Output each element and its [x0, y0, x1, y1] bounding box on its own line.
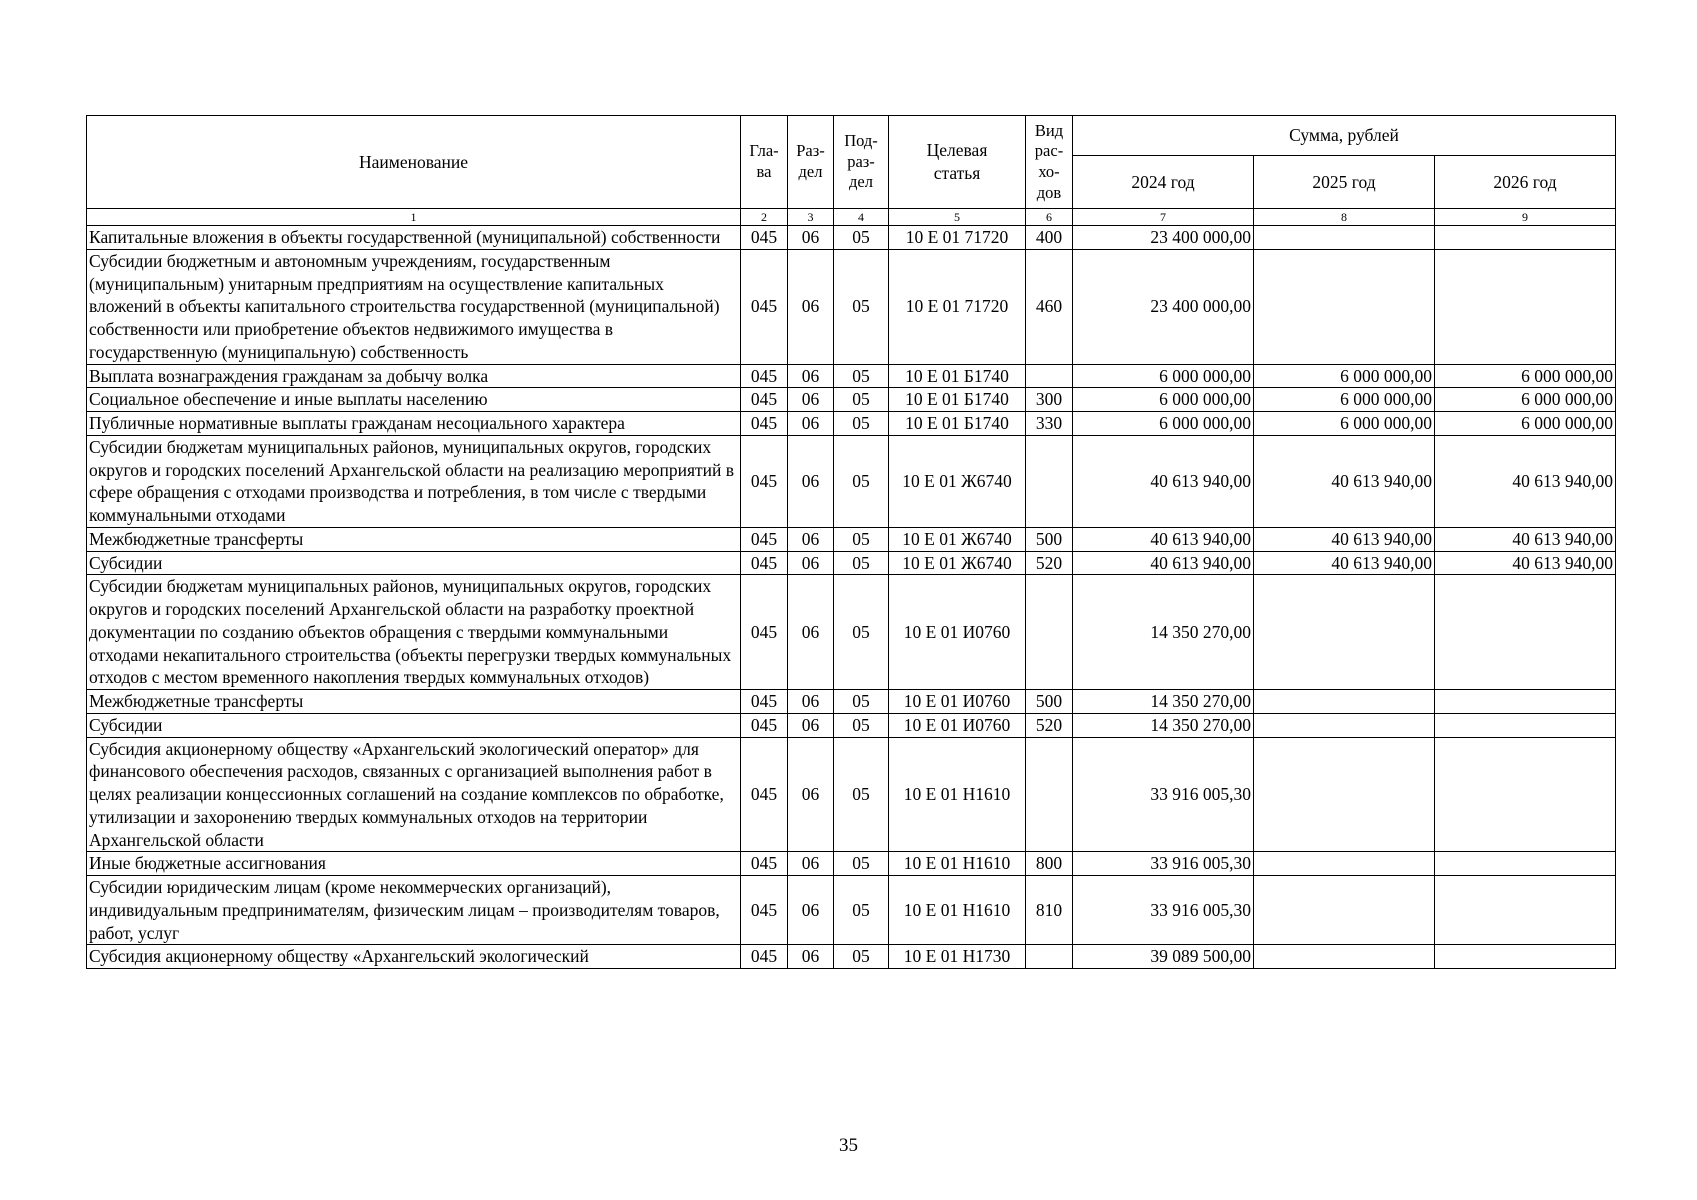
- table-row: [87, 388, 1616, 412]
- header-name: Наименование: [87, 116, 741, 209]
- cell-razdel: 06: [788, 412, 834, 436]
- cell-razdel: 06: [788, 876, 834, 945]
- header-celevaya-statya: [889, 116, 1026, 209]
- cell-vid-rashodov: 500: [1026, 690, 1073, 714]
- cell-name: Иные бюджетные ассигнования: [87, 852, 741, 876]
- cell-celevaya-statya: 10 Е 01 И0760: [889, 690, 1026, 714]
- table-row: [87, 551, 1616, 575]
- cell-glava: 045: [741, 737, 788, 852]
- column-numbers-row: [87, 209, 1616, 226]
- cell-sum-2024: 14 350 270,00: [1073, 690, 1254, 714]
- cell-glava: 045: [741, 690, 788, 714]
- table-row: [87, 575, 1616, 690]
- cell-glava: 045: [741, 364, 788, 388]
- cell-vid-rashodov: 810: [1026, 876, 1073, 945]
- cell-name: Субсидии бюджетным и автономным учреждениям, государственным (муниципальным) унитарным предприятиям на осуществление капитальных вложений в объекты капитального строительства государственной (муниципальной) собственности или приобретение объектов недвижимого имущества в государственную (муниципальную) собственность: [87, 249, 741, 364]
- cell-celevaya-statya: 10 Е 01 Н1610: [889, 737, 1026, 852]
- cell-razdel: 06: [788, 551, 834, 575]
- cell-sum-2025: [1254, 690, 1435, 714]
- cell-celevaya-statya: 10 Е 01 Ж6740: [889, 527, 1026, 551]
- cell-name: Капитальные вложения в объекты государственной (муниципальной) собственности: [87, 226, 741, 250]
- table-row: [87, 852, 1616, 876]
- cell-glava: 045: [741, 551, 788, 575]
- table-row: [87, 713, 1616, 737]
- cell-sum-2026: [1435, 945, 1616, 969]
- cell-name: Субсидии: [87, 713, 741, 737]
- cell-celevaya-statya: 10 Е 01 Ж6740: [889, 551, 1026, 575]
- header-year-2024: 2024 год: [1073, 156, 1254, 209]
- column-number: 5: [889, 209, 1026, 226]
- cell-sum-2026: [1435, 713, 1616, 737]
- cell-podrazdel: 05: [834, 737, 889, 852]
- table-row: [87, 226, 1616, 250]
- cell-sum-2024: 40 613 940,00: [1073, 551, 1254, 575]
- column-number: 8: [1254, 209, 1435, 226]
- cell-celevaya-statya: 10 Е 01 Н1730: [889, 945, 1026, 969]
- column-number: 6: [1026, 209, 1073, 226]
- cell-vid-rashodov: 300: [1026, 388, 1073, 412]
- cell-sum-2025: [1254, 226, 1435, 250]
- cell-sum-2024: 23 400 000,00: [1073, 226, 1254, 250]
- header-podrazdel: [834, 116, 889, 209]
- cell-sum-2025: 40 613 940,00: [1254, 527, 1435, 551]
- cell-sum-2024: 6 000 000,00: [1073, 412, 1254, 436]
- column-number: 4: [834, 209, 889, 226]
- cell-sum-2025: 40 613 940,00: [1254, 551, 1435, 575]
- cell-glava: 045: [741, 226, 788, 250]
- cell-podrazdel: 05: [834, 412, 889, 436]
- cell-podrazdel: 05: [834, 852, 889, 876]
- table-row: [87, 412, 1616, 436]
- table-row: [87, 737, 1616, 852]
- cell-podrazdel: 05: [834, 713, 889, 737]
- column-number: 7: [1073, 209, 1254, 226]
- cell-vid-rashodov: [1026, 364, 1073, 388]
- header-year-2025: 2025 год: [1254, 156, 1435, 209]
- cell-name: Межбюджетные трансферты: [87, 690, 741, 714]
- cell-razdel: 06: [788, 690, 834, 714]
- header-podrazdel-label: Под- раз- дел: [844, 131, 878, 192]
- cell-vid-rashodov: 330: [1026, 412, 1073, 436]
- cell-sum-2025: 6 000 000,00: [1254, 412, 1435, 436]
- cell-name: Субсидии бюджетам муниципальных районов, муниципальных округов, городских округов и городских поселений Архангельской области на реализацию мероприятий в сфере обращения с отходами производства и потребления, в том числе с твердыми коммунальными отходами: [87, 435, 741, 527]
- table-row: [87, 364, 1616, 388]
- cell-name: Выплата вознаграждения гражданам за добычу волка: [87, 364, 741, 388]
- cell-sum-2026: [1435, 575, 1616, 690]
- cell-glava: 045: [741, 527, 788, 551]
- cell-sum-2024: 6 000 000,00: [1073, 364, 1254, 388]
- header-summa: Сумма, рублей: [1073, 116, 1616, 156]
- cell-sum-2025: [1254, 249, 1435, 364]
- cell-podrazdel: 05: [834, 876, 889, 945]
- cell-sum-2024: 39 089 500,00: [1073, 945, 1254, 969]
- cell-vid-rashodov: 800: [1026, 852, 1073, 876]
- cell-razdel: 06: [788, 852, 834, 876]
- cell-glava: 045: [741, 876, 788, 945]
- cell-glava: 045: [741, 575, 788, 690]
- table-body: [87, 226, 1616, 969]
- cell-podrazdel: 05: [834, 364, 889, 388]
- cell-sum-2026: 6 000 000,00: [1435, 412, 1616, 436]
- header-glava: [741, 116, 788, 209]
- cell-sum-2024: 14 350 270,00: [1073, 575, 1254, 690]
- column-number: 1: [87, 209, 741, 226]
- cell-podrazdel: 05: [834, 527, 889, 551]
- table-row: [87, 249, 1616, 364]
- budget-table: [86, 115, 1616, 969]
- cell-sum-2025: [1254, 713, 1435, 737]
- cell-sum-2026: [1435, 876, 1616, 945]
- header-celevaya-label: Целевая статья: [926, 140, 988, 183]
- table-header: [87, 116, 1616, 226]
- page-number: 35: [839, 1135, 858, 1156]
- cell-razdel: 06: [788, 945, 834, 969]
- cell-glava: 045: [741, 713, 788, 737]
- table-row: [87, 945, 1616, 969]
- cell-vid-rashodov: 520: [1026, 713, 1073, 737]
- cell-sum-2024: 33 916 005,30: [1073, 852, 1254, 876]
- cell-sum-2026: [1435, 226, 1616, 250]
- cell-sum-2025: [1254, 876, 1435, 945]
- cell-sum-2024: 33 916 005,30: [1073, 876, 1254, 945]
- cell-razdel: 06: [788, 226, 834, 250]
- table-row: [87, 435, 1616, 527]
- cell-razdel: 06: [788, 737, 834, 852]
- cell-sum-2026: [1435, 737, 1616, 852]
- cell-vid-rashodov: [1026, 945, 1073, 969]
- cell-razdel: 06: [788, 249, 834, 364]
- cell-sum-2025: [1254, 737, 1435, 852]
- cell-sum-2026: 6 000 000,00: [1435, 388, 1616, 412]
- cell-glava: 045: [741, 412, 788, 436]
- table-row: [87, 876, 1616, 945]
- cell-name: Субсидии: [87, 551, 741, 575]
- cell-vid-rashodov: 500: [1026, 527, 1073, 551]
- cell-celevaya-statya: 10 Е 01 Ж6740: [889, 435, 1026, 527]
- cell-sum-2025: [1254, 575, 1435, 690]
- cell-name: Субсидии бюджетам муниципальных районов, муниципальных округов, городских округов и городских поселений Архангельской области на разработку проектной документации по созданию объектов обращения с твердыми коммунальными отходами некапитального строительства (объекты перегрузки твердых коммунальных отходов с местом временного накопления твердых коммунальных отходов): [87, 575, 741, 690]
- cell-podrazdel: 05: [834, 435, 889, 527]
- cell-podrazdel: 05: [834, 388, 889, 412]
- cell-name: Межбюджетные трансферты: [87, 527, 741, 551]
- cell-podrazdel: 05: [834, 575, 889, 690]
- column-number: 9: [1435, 209, 1616, 226]
- cell-sum-2025: 6 000 000,00: [1254, 364, 1435, 388]
- cell-celevaya-statya: 10 Е 01 Б1740: [889, 364, 1026, 388]
- cell-razdel: 06: [788, 527, 834, 551]
- cell-vid-rashodov: [1026, 737, 1073, 852]
- cell-sum-2024: 14 350 270,00: [1073, 713, 1254, 737]
- cell-celevaya-statya: 10 Е 01 И0760: [889, 575, 1026, 690]
- cell-sum-2025: 40 613 940,00: [1254, 435, 1435, 527]
- cell-glava: 045: [741, 388, 788, 412]
- cell-vid-rashodov: 520: [1026, 551, 1073, 575]
- header-razdel-label: Раз- дел: [796, 141, 825, 181]
- cell-razdel: 06: [788, 388, 834, 412]
- column-number: 3: [788, 209, 834, 226]
- cell-sum-2024: 33 916 005,30: [1073, 737, 1254, 852]
- cell-razdel: 06: [788, 713, 834, 737]
- cell-name: Социальное обеспечение и иные выплаты населению: [87, 388, 741, 412]
- cell-razdel: 06: [788, 575, 834, 690]
- cell-podrazdel: 05: [834, 690, 889, 714]
- cell-sum-2024: 6 000 000,00: [1073, 388, 1254, 412]
- cell-celevaya-statya: 10 Е 01 Н1610: [889, 876, 1026, 945]
- cell-vid-rashodov: [1026, 575, 1073, 690]
- cell-glava: 045: [741, 852, 788, 876]
- cell-name: Субсидия акционерному обществу «Архангельский экологический: [87, 945, 741, 969]
- cell-sum-2024: 23 400 000,00: [1073, 249, 1254, 364]
- cell-vid-rashodov: 460: [1026, 249, 1073, 364]
- cell-podrazdel: 05: [834, 551, 889, 575]
- cell-podrazdel: 05: [834, 945, 889, 969]
- cell-celevaya-statya: 10 Е 01 Н1610: [889, 852, 1026, 876]
- header-year-2026: 2026 год: [1435, 156, 1616, 209]
- header-vid-label: Вид рас- хо- дов: [1034, 120, 1064, 202]
- cell-podrazdel: 05: [834, 226, 889, 250]
- header-razdel: [788, 116, 834, 209]
- cell-podrazdel: 05: [834, 249, 889, 364]
- cell-sum-2025: [1254, 852, 1435, 876]
- table-row: [87, 690, 1616, 714]
- cell-celevaya-statya: 10 Е 01 71720: [889, 226, 1026, 250]
- header-glava-label: Гла- ва: [749, 141, 779, 181]
- cell-sum-2026: 40 613 940,00: [1435, 527, 1616, 551]
- cell-celevaya-statya: 10 Е 01 Б1740: [889, 388, 1026, 412]
- cell-glava: 045: [741, 945, 788, 969]
- cell-name: Субсидия акционерному обществу «Архангельский экологический оператор» для финансового обеспечения расходов, связанных с организацией выполнения работ в целях реализации концессионных соглашений на создание комплексов по обработке, утилизации и захоронению твердых коммунальных отходов на территории Архангельской области: [87, 737, 741, 852]
- cell-razdel: 06: [788, 364, 834, 388]
- cell-sum-2025: [1254, 945, 1435, 969]
- cell-glava: 045: [741, 249, 788, 364]
- cell-razdel: 06: [788, 435, 834, 527]
- cell-name: Субсидии юридическим лицам (кроме некоммерческих организаций), индивидуальным предпринимателям, физическим лицам – производителям товаров, работ, услуг: [87, 876, 741, 945]
- cell-sum-2024: 40 613 940,00: [1073, 527, 1254, 551]
- cell-sum-2026: 6 000 000,00: [1435, 364, 1616, 388]
- cell-sum-2026: [1435, 690, 1616, 714]
- cell-vid-rashodov: [1026, 435, 1073, 527]
- table-row: [87, 527, 1616, 551]
- header-vid-rashodov: [1026, 116, 1073, 209]
- cell-celevaya-statya: 10 Е 01 Б1740: [889, 412, 1026, 436]
- cell-name: Публичные нормативные выплаты гражданам несоциального характера: [87, 412, 741, 436]
- cell-sum-2024: 40 613 940,00: [1073, 435, 1254, 527]
- cell-sum-2026: 40 613 940,00: [1435, 551, 1616, 575]
- column-number: 2: [741, 209, 788, 226]
- cell-celevaya-statya: 10 Е 01 И0760: [889, 713, 1026, 737]
- cell-sum-2025: 6 000 000,00: [1254, 388, 1435, 412]
- cell-sum-2026: 40 613 940,00: [1435, 435, 1616, 527]
- cell-glava: 045: [741, 435, 788, 527]
- cell-sum-2026: [1435, 249, 1616, 364]
- cell-vid-rashodov: 400: [1026, 226, 1073, 250]
- cell-celevaya-statya: 10 Е 01 71720: [889, 249, 1026, 364]
- cell-sum-2026: [1435, 852, 1616, 876]
